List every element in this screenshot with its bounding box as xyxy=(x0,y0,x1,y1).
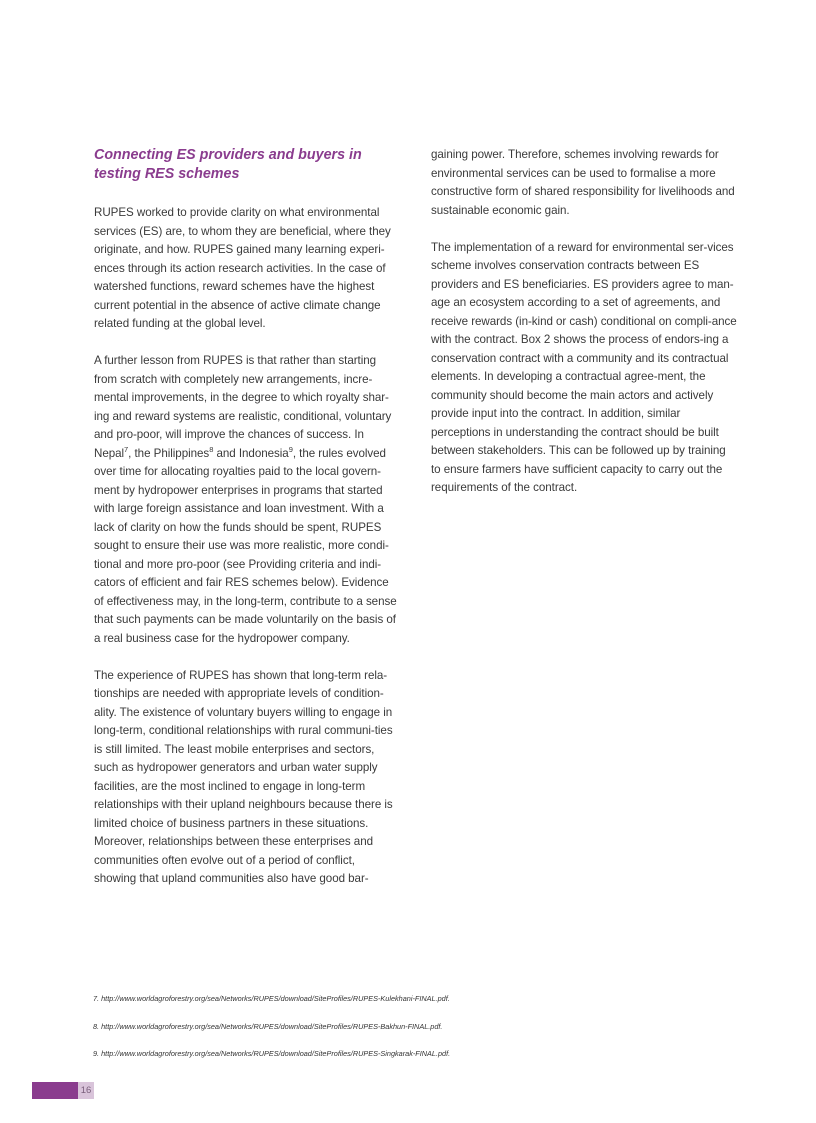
footnote-ref: 9 xyxy=(288,444,293,454)
footnote: 8. http://www.worldagroforestry.org/sea/Networks/RUPES/download/SiteProfiles/RUPES-Bakhun-FINAL.pdf. xyxy=(93,1021,443,1031)
footnote: 7. http://www.worldagroforestry.org/sea/Networks/RUPES/download/SiteProfiles/RUPES-Kulekhani-FINAL.pdf. xyxy=(93,994,450,1003)
paragraph: gaining power. Therefore, schemes involving rewards for environmental services can be used to formalise a more constructive form of shared responsibility for livelihoods and sustainable economic gain. xyxy=(431,148,735,217)
paragraph xyxy=(94,352,400,648)
footnotes xyxy=(93,994,753,1077)
paragraph: RUPES worked to provide clarity on what environmental services (ES) are, to whom they are beneficial, where they originate, and how. RUPES gained many learning experi-ences through its action research activities. In the case of watershed functions, reward schemes have the highest current potential in the absence of active climate change related funding at the global level. xyxy=(94,206,391,330)
page-number-bar xyxy=(32,1082,78,1099)
footnote-ref: 8 xyxy=(209,444,214,454)
right-column xyxy=(431,146,738,516)
paragraph: The experience of RUPES has shown that long-term rela-tionships are needed with appropriate levels of condition-ality. The existence of voluntary buyers willing to engage in long-term, conditional relationships with rural communi-ties is still limited. The least mobile enterprises and sectors, such as hydropower generators and urban water supply facilities, are the most inclined to engage in long-term relationships with their upland neighbours because there is limited choice of business partners in these situations. Moreover, relationships between these enterprises and communities often evolve out of a period of conflict, showing that upland communities also have good bar- xyxy=(94,668,393,885)
footnote-ref: 7 xyxy=(124,444,129,454)
paragraph-text: , the rules evolved over time for allocating royalties paid to the local govern-ment by hydropower enterprises in programs that started with large foreign assistance and loan investment. With a lack of clarity on how the funds should be spent, RUPES sought to ensure their use was more realistic, more condi-tional and more pro-poor (see Providing criteria and indi-cators of efficient and fair RES schemes below). Evidence of effectiveness may, in the long-term, contribute to a sense that such payments can be made voluntarily on the basis of a real business case for the hydropower company. xyxy=(94,446,397,645)
paragraph-text: and Indonesia xyxy=(213,446,289,460)
footnote: 9. http://www.worldagroforestry.org/sea/Networks/RUPES/download/SiteProfiles/RUPES-Singkarak-FINAL.pdf. xyxy=(93,1049,451,1058)
paragraph-text: , the Philippines xyxy=(128,446,210,460)
page-number: 16 xyxy=(80,1085,92,1096)
paragraph-text: A further lesson from RUPES is that rather than starting from scratch with completely new arrangements, incre-mental improvements, in the degree to which royalty shar-ing and reward systems are realistic, conditional, voluntary and pro-poor, will improve the chances of success. In Nepal xyxy=(94,354,392,460)
left-column xyxy=(94,146,400,907)
section-heading: Connecting ES providers and buyers in testing RES schemes xyxy=(94,147,362,182)
paragraph: The implementation of a reward for environmental ser-vices scheme involves conservation contracts between ES providers and ES beneficiaries. ES providers agree to man-age an ecosystem according to a set of agreements, and receive rewards (in-kind or cash) conditional on compli-ance with the contract. Box 2 shows the process of endors-ing a conservation contract with a community and its contractual elements. In developing a contractual agree-ment, the community should become the main actors and actively provide input into the contract. In addition, similar perceptions in understanding the contract should be built between stakeholders. This can be followed up by training to ensure farmers have sufficient capacity to carry out the requirements of the contract. xyxy=(431,240,737,494)
